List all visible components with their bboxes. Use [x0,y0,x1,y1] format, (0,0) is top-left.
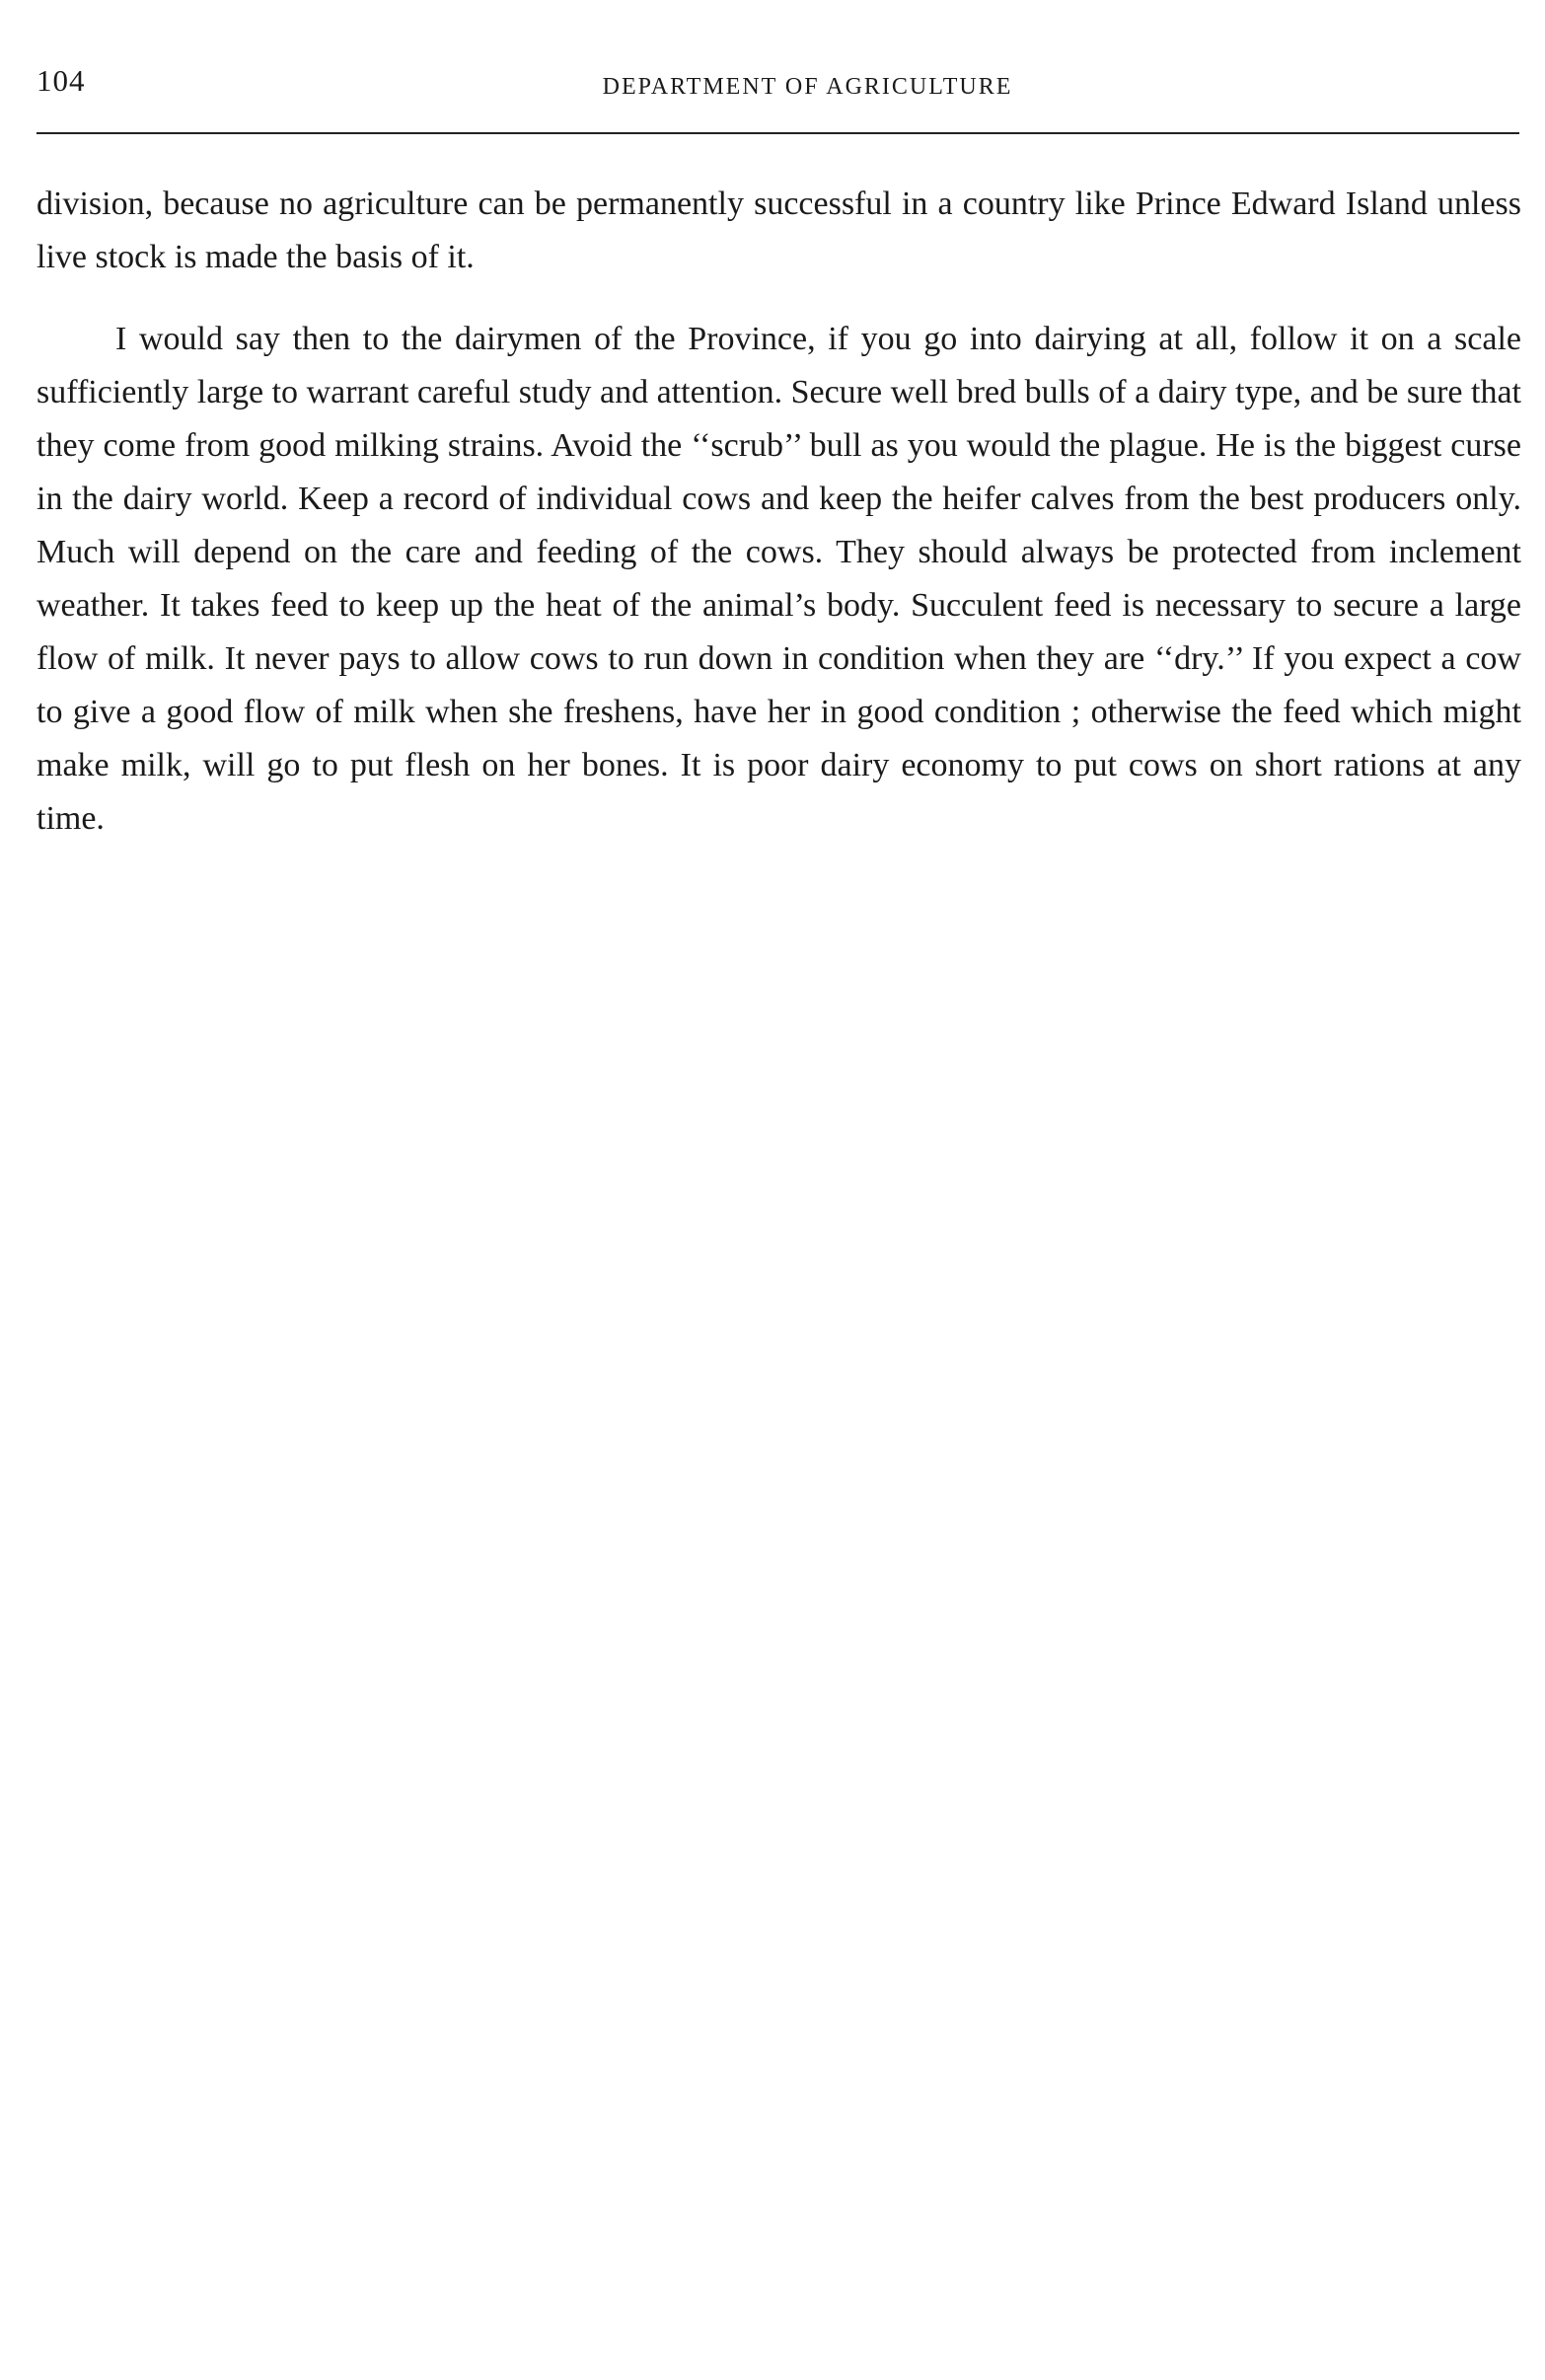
paragraph: I would say then to the dairymen of the Province, if you go into dairying at all, follow it on a scale sufficiently large to warrant careful study and attention. Secure well bred bulls of a dairy type, and be sure that they come from good milking strains. Avoid the ‘‘scrub’’ bull as you would the plague. He is the biggest curse in the dairy world. Keep a record of individual cows and keep the heifer calves from the best producers only. Much will depend on the care and feeding of the cows. They should always be protected from inclement weather. It takes feed to keep up the heat of the animal’s body. Succulent feed is necessary to secure a large flow of milk. It never pays to allow cows to run down in condition when they are ‘‘dry.’’ If you expect a cow to give a good flow of milk when she freshens, have her in good condition ; otherwise the feed which might make milk, will go to put flesh on her bones. It is poor dairy economy to put cows on short rations at any time. [37,321,1521,837]
body-text [37,178,1521,846]
paragraph: division, because no agriculture can be permanently successful in a country like Prince Edward Island unless live stock is made the basis of it. [37,186,1521,275]
page-header [37,61,1519,111]
page-number: 104 [37,63,86,98]
header-rule [37,132,1519,134]
running-head: DEPARTMENT OF AGRICULTURE [602,74,1013,100]
